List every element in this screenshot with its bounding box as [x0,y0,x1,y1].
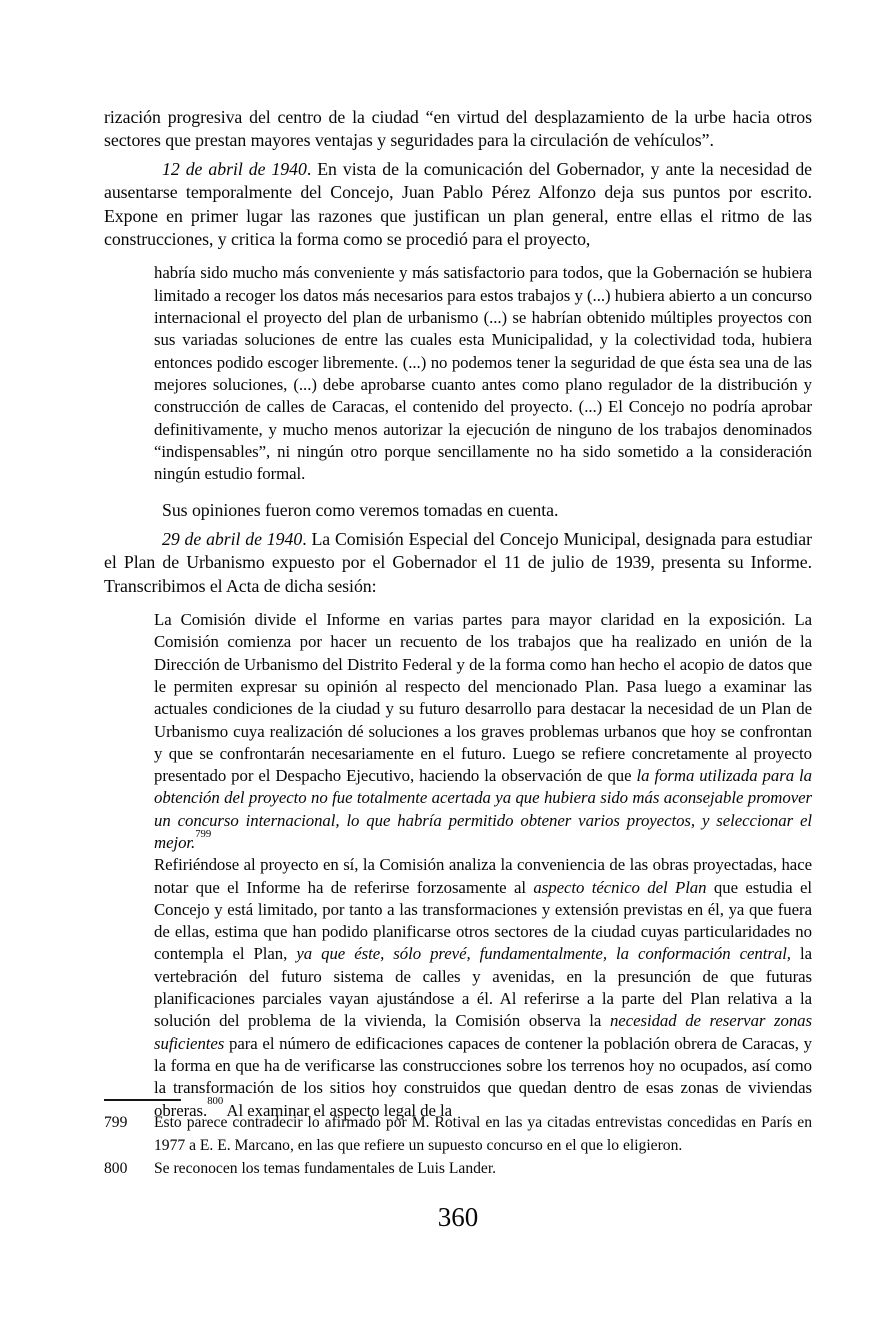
blockquote-paragraph [154,609,812,854]
text-run: habría sido mucho más conveniente y más satisfactorio para todos, que la Gobernación se hubiera limitado a recoger los datos más necesarios para estos trabajos y (...) hubiera abierto a un concurso internacional el proyecto del plan de urbanismo (...) se habrían obtenido múltiples proyectos con sus variadas soluciones de entre las cuales esta Municipalidad, y la colectividad toda, hubiera entonces podido escoger libremente. (...) no podemos tener la seguridad de que ésta sea una de las mejores soluciones, (...) debe aprobarse cuanto antes como plano regulador de la distribución y construcción de calles de Caracas, el contenido del proyecto. (...) El Concejo no podría aprobar definitivamente, y mucho menos autorizar la ejecución de ninguno de los trabajos denominados “indispensables”, ni ningún otro porque sencillamente no ha sido sometido a la consideración ningún estudio formal. [154,263,812,484]
text-run: Refiriéndose al proyecto en sí, la Comisión analiza la conveniencia de las obras proyectadas, hace notar que el Informe ha de referirse forzosamente al [154,855,812,897]
text-run: . En vista de la comunicación del Gobernador, y ante la necesidad de ausentarse temporalmente del Concejo, Juan Pablo Pérez Alfonzo deja sus puntos por escrito. Expone en primer lugar las razones que justifican un plan general, entre ellas el ritmo de las construcciones, y critica la forma como se procedió para el proyecto, [104,158,812,250]
italic-text: la forma utilizada para la obtención del proyecto no fue totalmente acertada ya que hubiera sido más aconsejable promover un concurso internacional, lo que habría permitido obtener varios proyectos, y seleccionar el mejor. [154,766,812,852]
text-run: Sus opiniones fueron como veremos tomadas en cuenta. [162,500,559,521]
text-run: la vertebración del futuro sistema de calles y avenidas, en la presunción de que futuras planificaciones parciales vayan ajustándose a él. Al referirse a la parte del Plan relativa a la solución del problema de la vivienda, la Comisión observa la [154,944,812,1031]
blockquote-paragraph [154,854,812,1122]
footnote-number: 799 [104,1114,128,1131]
footnote-list [104,1111,812,1180]
footnote-reference: 800 [207,1095,224,1108]
body-paragraph [104,528,812,598]
italic-text: aspecto técnico del Plan [533,877,707,897]
footnote-text: Se reconocen los temas fundamentales de Luis Lander. [154,1160,497,1177]
footnote-number: 800 [104,1160,128,1177]
footnote-text: Esto parece contradecir lo afirmado por M. Rotival en las ya citadas entrevistas concedidas en París en 1977 a E. E. Marcano, en las que refiere un supuesto concurso en el que lo eligieron. [154,1114,812,1154]
blockquote-paragraph [154,262,812,485]
body-paragraph [104,106,812,153]
text-run: La Comisión divide el Informe en varias partes para mayor claridad en la exposición. La Comisión comienza por hacer un recuento de los trabajos que ha realizado en unión de la Dirección de Urbanismo del Distrito Federal y de la forma como han hecho el acopio de datos que le permiten expresar su opinión al respecto del mencionado Plan. Pasa luego a examinar las actuales condiciones de la ciudad y su futuro desarrollo para destacar la necesidad de un Plan de Urbanismo cuya realización dé soluciones a los graves problemas urbanos que hoy se confrontan y que se confrontarán necesariamente en el futuro. Luego se refiere concretamente al proyecto presentado por el Despacho Ejecutivo, haciendo la observación de que [154,610,812,786]
text-run: para el número de edificaciones capaces de contener la población obrera de Caracas, y la forma en que ha de verificarse las construcciones sobre los terrenos hoy no ocupados, así como la transformación de los sitios hoy construidos que quedan dentro de esas zonas de viviendas obreras. [154,1033,812,1120]
footnotes-section [104,1099,812,1180]
body-paragraph [104,158,812,252]
text-run: Al examinar el aspecto legal de la [223,1100,453,1120]
text-run: . La Comisión Especial del Concejo Municipal, designada para estudiar el Plan de Urbanismo expuesto por el Gobernador el 11 de julio de 1939, presenta su Informe. Transcribimos el Acta de dicha sesión: [104,528,812,596]
italic-text: necesidad de reservar zonas suficientes [154,1011,812,1053]
text-column [104,106,812,1122]
italic-text: 12 de abril de 1940 [162,158,307,179]
text-run: rización progresiva del centro de la ciudad “en virtud del desplazamiento de la urbe hacia otros sectores que prestan mayores ventajas y seguridades para la circulación de vehículos”. [104,107,812,151]
page-number: 360 [437,1202,479,1232]
body-paragraph [104,499,812,522]
italic-text: 29 de abril de 1940 [162,528,303,549]
italic-text: ya que éste, sólo prevé, fundamentalmente, la conformación central, [296,944,791,964]
footnote-reference: 799 [195,827,212,840]
footnote [104,1157,812,1180]
text-run: que estudia el Concejo y está limitado, por tanto a las transformaciones y extensión previstas en él, ya que fuera de ellas, estima que han podido planificarse otros sectores de la ciudad cuyas particularidades no contempla el Plan, [154,877,812,964]
footnote [104,1111,812,1157]
footnote-separator-rule [104,1099,181,1101]
